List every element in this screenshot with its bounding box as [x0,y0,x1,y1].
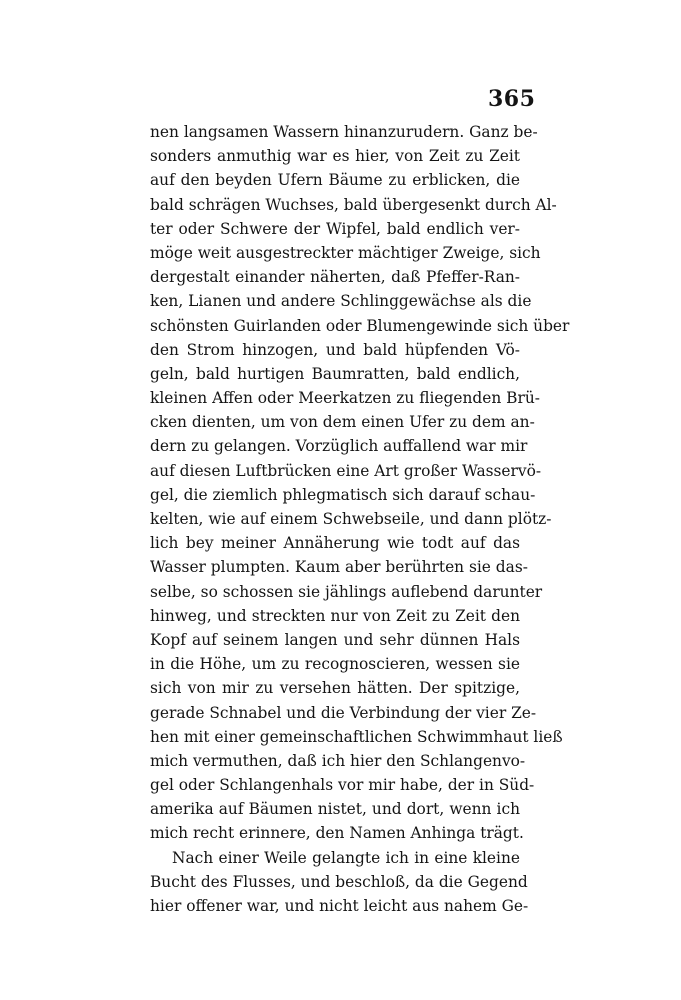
text-line: dergestalt einander näherten, daß Pfeffer-Ran- [150,268,520,287]
text-line: amerika auf Bäumen nistet, und dort, wenn ich [150,800,520,819]
text-line: sich von mir zu versehen hätten. Der spitzige, [150,679,520,698]
text-line: schönsten Guirlanden oder Blumengewinde sich über [150,316,570,335]
text-line: dern zu gelangen. Vorzüglich auffallend war mir [150,437,528,456]
text-line: ken, Lianen und andere Schlinggewächse als die [150,292,532,311]
text-line: nen langsamen Wassern hinanzurudern. Ganz be- [150,123,538,141]
page-number: 365 [488,86,536,112]
text-line: möge weit ausgestreckter mächtiger Zweige, sich [150,243,541,262]
text-line: kelten, wie auf einem Schwebseile, und dann plötz- [150,510,552,528]
text-line: hier offener war, und nicht leicht aus nahem Ge- [150,897,529,915]
text-line: auf den beyden Ufern Bäume zu erblicken, die [150,171,520,190]
text-line: in die Höhe, um zu recognoscieren, wessen sie [150,655,520,674]
paragraph-start-line: Nach einer Weile gelangte ich in eine kleine [172,848,520,867]
text-line: Wasser plumpten. Kaum aber berührten sie das- [150,558,528,577]
text-line: Kopf auf seinem langen und sehr dünnen Hals [150,630,520,649]
text-line: cken dienten, um von dem einen Ufer zu dem an- [150,413,535,432]
text-line: geln, bald hurtigen Baumratten, bald endlich, [150,364,520,383]
text-line: kleinen Affen oder Meerkatzen zu fliegenden Brü- [150,389,540,408]
text-line: sonders anmuthig war es hier, von Zeit zu Zeit [150,147,520,166]
text-line: auf diesen Luftbrücken eine Art großer Wasservö- [150,461,542,480]
body-text [150,120,570,918]
text-line: selbe, so schossen sie jählings auflebend darunter [150,582,543,601]
text-line: gel, die ziemlich phlegmatisch sich darauf schau- [150,485,536,504]
text-line: den Strom hinzogen, und bald hüpfenden Vö- [150,340,520,359]
text-line: ter oder Schwere der Wipfel, bald endlich ver- [150,219,520,238]
text-line: hinweg, und streckten nur von Zeit zu Zeit den [150,606,520,625]
text-line: gerade Schnabel und die Verbindung der vier Ze- [150,703,537,722]
text-line: gel oder Schlangenhals vor mir habe, der in Süd- [150,776,535,795]
text-line: mich vermuthen, daß ich hier den Schlangenvo- [150,751,526,770]
text-line: hen mit einer gemeinschaftlichen Schwimmhaut ließ [150,727,563,746]
text-line: bald schrägen Wuchses, bald übergesenkt durch Al- [150,195,557,214]
text-line: Bucht des Flusses, und beschloß, da die Gegend [150,872,528,891]
paragraph-end-line: mich recht erinnere, den Namen Anhinga trägt. [150,824,524,843]
text-line: lich bey meiner Annäherung wie todt auf das [150,534,520,553]
